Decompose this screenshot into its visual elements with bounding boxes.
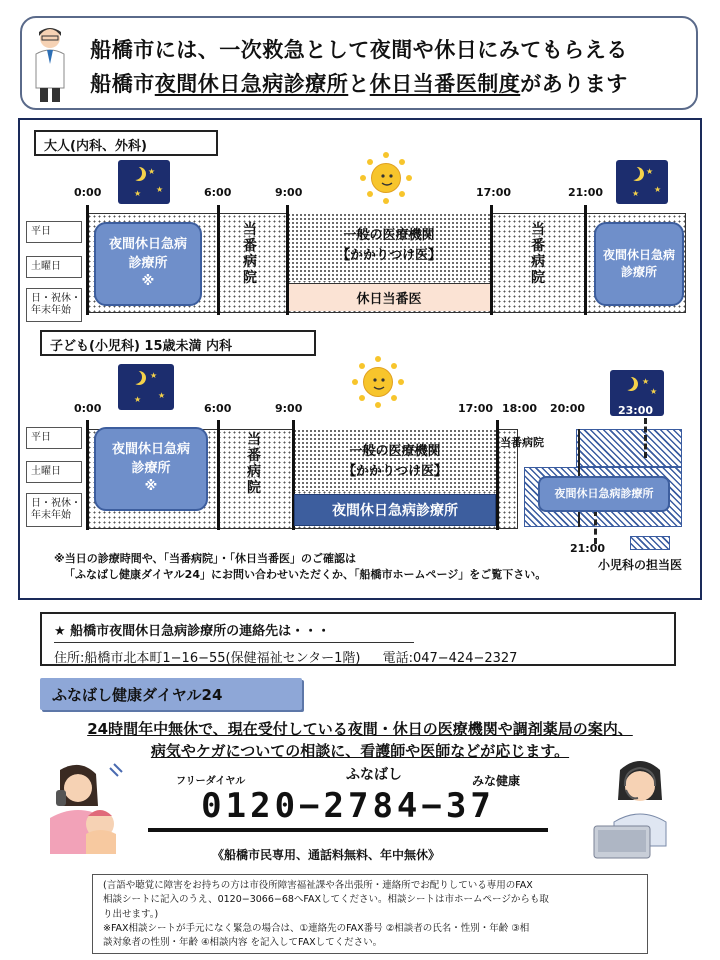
general-label-2: 【かかりつけ医】 (336, 247, 441, 263)
vchar: 番 (243, 238, 257, 255)
row-label-saturday: 土曜日 (26, 461, 82, 483)
banner-and: と (348, 72, 370, 96)
time-label: 6:00 (204, 186, 232, 199)
clinic-label-2: 診療所 (131, 460, 171, 476)
free-dial-label: フリーダイヤル (176, 776, 246, 787)
row-label-holiday (26, 493, 82, 527)
adult-night-clinic-right (594, 222, 684, 306)
time-label: 23:00 (618, 404, 654, 417)
adult-holiday-doctor: 休日当番医 (287, 283, 491, 311)
fax-line: 談対象者の性別・年齢 ④相談内容 を記入してFAXしてください。 (103, 937, 383, 948)
clinic-label-1: 夜間休日急病 (602, 247, 675, 262)
vchar: 院 (247, 480, 261, 497)
header-banner (20, 16, 698, 110)
banner-suffix: があります (520, 72, 628, 96)
child-holiday-clinic: 夜間休日急病診療所 (294, 494, 496, 526)
general-label-1: 一般の医療機関 (343, 228, 435, 243)
dial-kana-1: ふなばし (346, 767, 402, 783)
contact-line (54, 647, 662, 666)
child-night-clinic-right: 夜間休日急病診療所 (538, 476, 670, 512)
time-label: 21:00 (570, 542, 606, 555)
legend-swatch (630, 536, 670, 550)
dial-number: 0120−2784−37 (201, 786, 495, 826)
child-pediatric-area (576, 429, 682, 467)
fax-line: り出せます。) (103, 908, 159, 920)
timeline-divider (86, 420, 89, 530)
timeline-divider (217, 205, 220, 315)
clinic-mark: ※ (141, 274, 155, 290)
time-label: 21:00 (568, 186, 604, 199)
contact-box (40, 612, 676, 666)
row-label-weekday: 平日 (26, 221, 82, 243)
note-line-1: ※当日の診療時間や、「当番病院」・「休日当番医」のご確認は (54, 552, 356, 565)
row-label-holiday-1: 日・祝休・ (31, 497, 81, 509)
timeline-divider (86, 205, 89, 315)
banner-prefix: 船橋市 (90, 72, 155, 96)
time-label: 9:00 (275, 186, 303, 199)
fax-line: ※FAX相談シートが手元になく緊急の場合は、①連絡先のFAX番号 ②相談者の氏名・性別・年齢 ③相 (103, 922, 530, 934)
general-label-1: 一般の医療機関 (349, 444, 441, 459)
clinic-label-2: 診療所 (620, 265, 657, 279)
clinic-label-1: 夜間休日急病 (108, 236, 187, 252)
vchar: 院 (243, 270, 257, 287)
vchar: 病 (531, 254, 545, 271)
vchar: 当 (247, 432, 261, 448)
adult-duty-hospital-left (236, 222, 264, 286)
vchar: 番 (531, 238, 545, 255)
row-label-saturday: 土曜日 (26, 256, 82, 278)
vchar: 当 (243, 222, 257, 238)
timeline-divider (584, 205, 587, 315)
vchar: 病 (247, 464, 261, 481)
dial-underline (148, 828, 548, 832)
dial-desc-1: 24時間年中無休で、現在受付している夜間・休日の医療機関や調剤薬局の案内、 (87, 720, 633, 738)
sun-icon (360, 152, 412, 204)
mother-child-icon (40, 762, 130, 854)
vchar: 当 (531, 222, 545, 238)
timeline-dashed (644, 418, 647, 458)
row-label-holiday-2: 年末年始 (31, 305, 71, 316)
vchar: 番 (247, 448, 261, 465)
adult-general-clinic (287, 226, 491, 265)
row-label-holiday-1: 日・祝休・ (31, 292, 81, 304)
timeline-divider (217, 420, 220, 530)
time-label: 0:00 (74, 186, 102, 199)
operator-icon (590, 756, 690, 860)
contact-address: 住所:船橋市北本町1−16−55(保健福祉センター1階) (54, 651, 361, 666)
time-label: 20:00 (550, 402, 586, 415)
time-label: 9:00 (275, 402, 303, 415)
timeline-dashed (594, 510, 597, 544)
sun-icon (352, 356, 404, 408)
time-label: 6:00 (204, 402, 232, 415)
time-label: 18:00 (502, 402, 538, 415)
clinic-label-2: 診療所 (128, 255, 168, 271)
child-duty-hospital (240, 432, 268, 496)
fax-line: 相談シートに記入のうえ、0120−3066−68へFAXしてください。相談シートは市ホームページからも取 (103, 894, 549, 906)
dial-kana-2: みな健康 (472, 774, 521, 788)
banner-line-2 (22, 68, 696, 98)
banner-clinic: 夜間休日急病診療所 (154, 72, 349, 96)
row-label-holiday (26, 288, 82, 322)
legend-label: 小児科の担当医 (598, 558, 683, 572)
clinic-mark: ※ (144, 479, 158, 495)
moon-icon: ★ ★ ★ (118, 364, 174, 410)
child-section-label: 子ども(小児科) 15歳未満 内科 (40, 330, 316, 356)
clinic-label-1: 夜間休日急病 (111, 441, 190, 457)
fax-note (92, 874, 648, 954)
adult-duty-hospital-right (524, 222, 552, 286)
banner-holiday-system: 休日当番医制度 (369, 72, 521, 96)
vchar: 病 (243, 254, 257, 271)
dial-conditions: 《船橋市民専用、通話料無料、年中無休》 (212, 848, 441, 862)
banner-line-1: 船橋市には、一次救急として夜間や休日にみてもらえる (90, 38, 628, 62)
vchar: 院 (531, 270, 545, 287)
dial-tag: ふなばし健康ダイヤル24 (40, 678, 302, 710)
fax-line: (言語や聴覚に障害をお持ちの方は市役所障害福祉課や各出張所・連絡所でお配りしている専用のFAX (103, 880, 533, 891)
time-label: 17:00 (458, 402, 494, 415)
moon-icon: ★ ★ ★ (118, 160, 170, 204)
moon-icon: ★ ★ ★ (616, 160, 668, 204)
contact-title: ★ 船橋市夜間休日急病診療所の連絡先は・・・ (54, 620, 414, 643)
time-label: 0:00 (74, 402, 102, 415)
general-label-2: 【かかりつけ医】 (342, 463, 447, 479)
row-label-holiday-2: 年末年始 (31, 510, 71, 521)
time-label: 17:00 (476, 186, 512, 199)
dial-desc-2: 病気やケガについての相談に、看護師や医師などが応じます。 (150, 742, 570, 760)
adult-section-label: 大人(内科、外科) (34, 130, 218, 156)
moon-icon: ★ ★ (610, 370, 664, 416)
note-line-2: 「ふなばし健康ダイヤル24」にお問い合わせいただくか、「船橋市ホームページ」をご覧下さい。 (64, 568, 547, 581)
child-night-clinic (94, 427, 208, 511)
adult-night-clinic (94, 222, 202, 306)
row-label-weekday: 平日 (26, 427, 82, 449)
contact-phone: 電話:047−424−2327 (382, 651, 518, 666)
child-general-clinic (293, 442, 497, 481)
child-duty-hospital-inline: 当番病院 (500, 436, 544, 449)
